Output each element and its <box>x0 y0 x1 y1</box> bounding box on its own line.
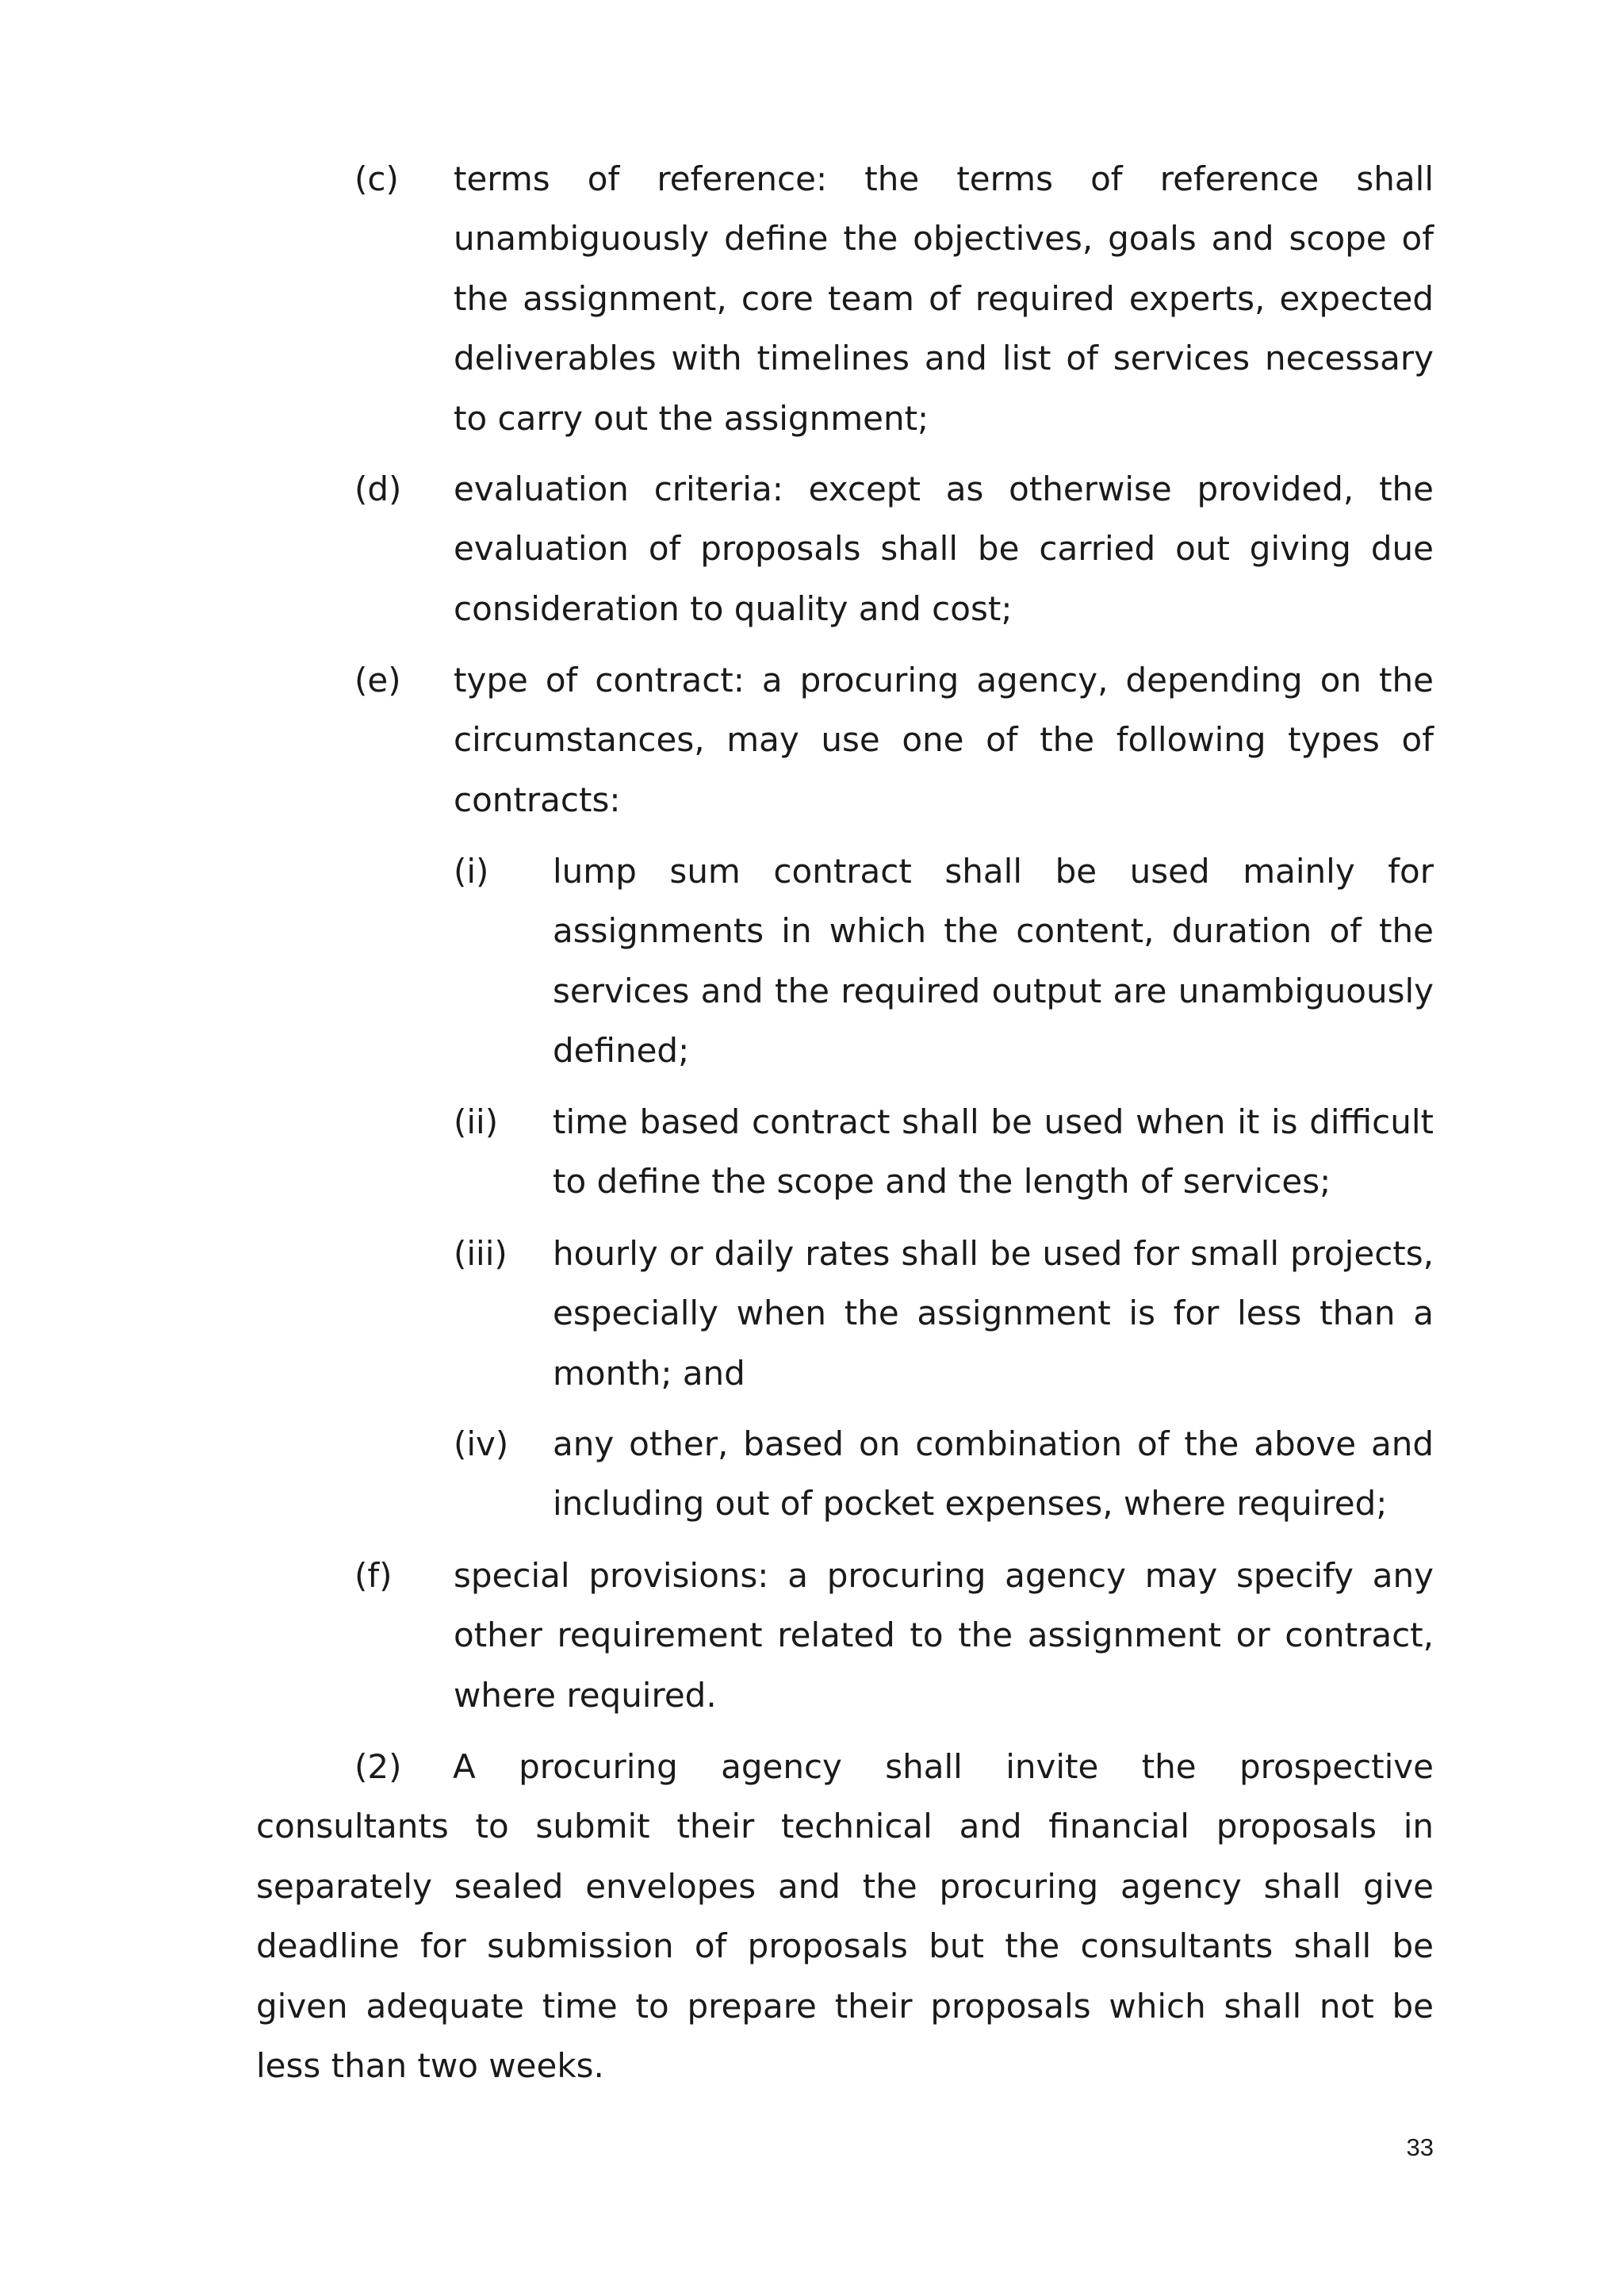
clause-text: terms of reference: the terms of reference shall unambiguously define the objectives, goals and scope of the assignment, core team of required experts, expected deliverables with timelines and list of services necessary to carry out the assignment; <box>454 159 1434 438</box>
subsection-text: A procuring agency shall invite the prospective consultants to submit their technical and financial proposals in separately sealed envelopes and the procuring agency shall give deadline for submission of proposals but the consultants shall be given adequate time to prepare their proposals which shall not be less than two weeks. <box>256 1747 1434 2086</box>
clause-label: (e) <box>354 661 401 700</box>
clause-label: (c) <box>354 159 399 198</box>
subclause-text: lump sum contract shall be used mainly for assignments in which the content, duration of the services and the required output are unambiguously defined; <box>553 852 1434 1071</box>
subclause-text: hourly or daily rates shall be used for small projects, especially when the assignment is for less than a month; and <box>553 1234 1434 1393</box>
clause-text: type of contract: a procuring agency, depending on the circumstances, may use one of the following types of contracts: <box>454 661 1434 819</box>
subclause-text: time based contract shall be used when it is difficult to define the scope and the length of services; <box>553 1102 1434 1202</box>
subclause-label: (iii) <box>454 1234 508 1273</box>
clause-label: (f) <box>354 1556 393 1595</box>
clause-text: special provisions: a procuring agency may specify any other requirement related to the assignment or contract, where required. <box>454 1556 1434 1715</box>
subsection-2-paragraph <box>256 1737 1434 2095</box>
subclause-label: (iv) <box>454 1424 509 1463</box>
subclause-text: any other, based on combination of the above and including out of pocket expenses, where required; <box>553 1424 1434 1524</box>
subclause-label: (ii) <box>454 1102 499 1141</box>
subclause-label: (i) <box>454 852 489 891</box>
page-number: 33 <box>1406 2133 1434 2161</box>
subsection-label: (2) <box>354 1747 402 1786</box>
clause-text: evaluation criteria: except as otherwise provided, the evaluation of proposals shall be carried out giving due consideration to quality and cost; <box>454 470 1434 628</box>
clause-label: (d) <box>354 470 402 508</box>
